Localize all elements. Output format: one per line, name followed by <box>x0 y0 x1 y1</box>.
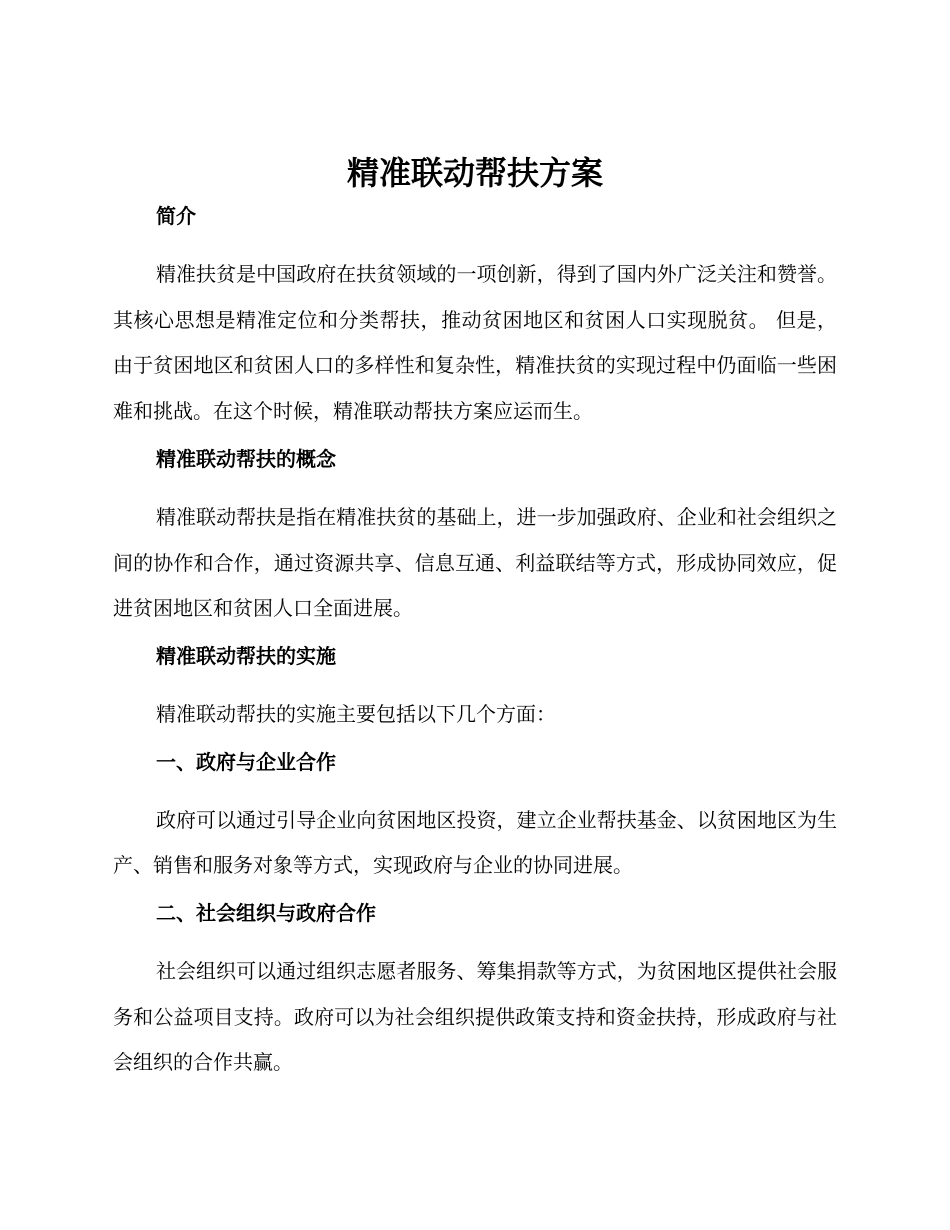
section-government-enterprise <box>113 748 837 889</box>
section-paragraph: 精准联动帮扶是指在精准扶贫的基础上，进一步加强政府、企业和社会组织之间的协作和合作，通过资源共享、信息互通、利益联结等方式，形成协同效应，促进贫困地区和贫困人口全面进展。 <box>113 504 837 621</box>
section-implementation <box>113 642 837 738</box>
document-page <box>113 150 837 1096</box>
section-heading: 简介 <box>156 204 196 228</box>
section-heading: 一、政府与企业合作 <box>156 749 336 774</box>
section-paragraph: 精准联动帮扶的实施主要包括以下几个方面： <box>156 701 556 726</box>
section-social-government <box>113 899 837 1086</box>
section-concept <box>113 445 837 632</box>
section-paragraph: 精准扶贫是中国政府在扶贫领域的一项创新，得到了国内外广泛关注和赞誉。其核心思想是精准定位和分类帮扶，推动贫困地区和贫困人口实现脱贫。 但是，由于贫困地区和贫困人口的多样性和复杂性，精准扶贫的实现过程中仍面临一些困难和挑战。在这个时候，精准联动帮扶方案应运而生。 <box>113 262 837 424</box>
document-title: 精准联动帮扶方案 <box>346 154 603 192</box>
section-intro <box>113 202 837 435</box>
section-paragraph: 政府可以通过引导企业向贫困地区投资，建立企业帮扶基金、以贫困地区为生产、销售和服务对象等方式，实现政府与企业的协同进展。 <box>113 807 837 878</box>
section-heading: 精准联动帮扶的实施 <box>156 643 336 668</box>
section-heading: 精准联动帮扶的概念 <box>156 446 336 471</box>
section-heading: 二、社会组织与政府合作 <box>156 901 376 926</box>
section-paragraph: 社会组织可以通过组织志愿者服务、筹集捐款等方式，为贫困地区提供社会服务和公益项目支持。政府可以为社会组织提供政策支持和资金扶持，形成政府与社会组织的合作共赢。 <box>113 959 837 1075</box>
